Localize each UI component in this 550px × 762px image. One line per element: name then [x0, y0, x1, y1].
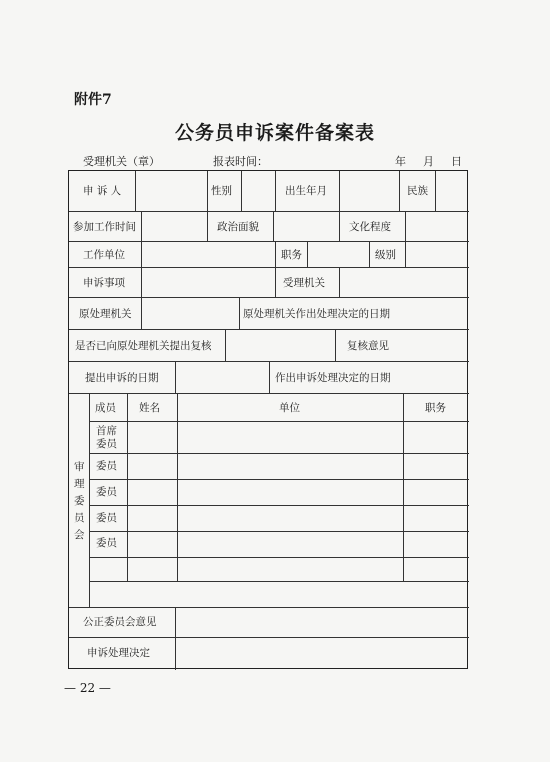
appeal-decision-label: 申诉处理决定	[87, 647, 150, 659]
member-label: 委员	[96, 512, 117, 524]
review-requested-label: 是否已向原处理机关提出复核	[75, 340, 212, 352]
decision-date-label: 作出申诉处理决定的日期	[275, 372, 391, 384]
attachment-label: 附件7	[74, 92, 112, 108]
review-committee-label: 审 理 委 员 会	[74, 461, 85, 541]
ethnicity-label: 民族	[407, 185, 428, 197]
chief-member-label: 首席 委员	[96, 425, 117, 450]
gender-label: 性别	[211, 185, 232, 197]
member-column-header: 成员	[95, 402, 116, 414]
accepting-org-label: 受理机关	[283, 277, 325, 289]
position-label: 职务	[281, 249, 302, 261]
education-level-label: 文化程度	[349, 221, 391, 233]
original-org-label: 原处理机关	[79, 308, 132, 320]
report-time-label: 报表时间：	[213, 155, 268, 168]
day-label: 日	[451, 155, 462, 168]
month-label: 月	[423, 155, 434, 168]
appeal-matter-label: 申诉事项	[83, 277, 125, 289]
fairness-committee-opinion-label: 公正委员会意见	[83, 616, 157, 628]
original-decision-date-label: 原处理机关作出处理决定的日期	[243, 308, 390, 320]
political-status-label: 政治面貌	[217, 221, 259, 233]
page-number: — 22 —	[64, 681, 111, 695]
duty-column-header: 职务	[425, 402, 446, 414]
member-label: 委员	[96, 460, 117, 472]
work-start-date-label: 参加工作时间	[73, 221, 136, 233]
appellant-label: 申 诉 人	[83, 185, 122, 197]
page-title: 公务员申诉案件备案表	[174, 122, 375, 144]
appeal-date-label: 提出申诉的日期	[85, 372, 159, 384]
member-label: 委员	[96, 537, 117, 549]
level-label: 级别	[375, 249, 396, 261]
unit-column-header: 单位	[279, 402, 300, 414]
birth-date-label: 出生年月	[285, 185, 327, 197]
member-label: 委员	[96, 486, 117, 498]
work-unit-label: 工作单位	[83, 249, 125, 261]
receiving-org-label: 受理机关（章）	[83, 155, 160, 168]
review-opinion-label: 复核意见	[347, 340, 389, 352]
name-column-header: 姓名	[139, 402, 160, 414]
year-label: 年	[395, 155, 406, 168]
appeal-filing-form	[68, 170, 468, 669]
